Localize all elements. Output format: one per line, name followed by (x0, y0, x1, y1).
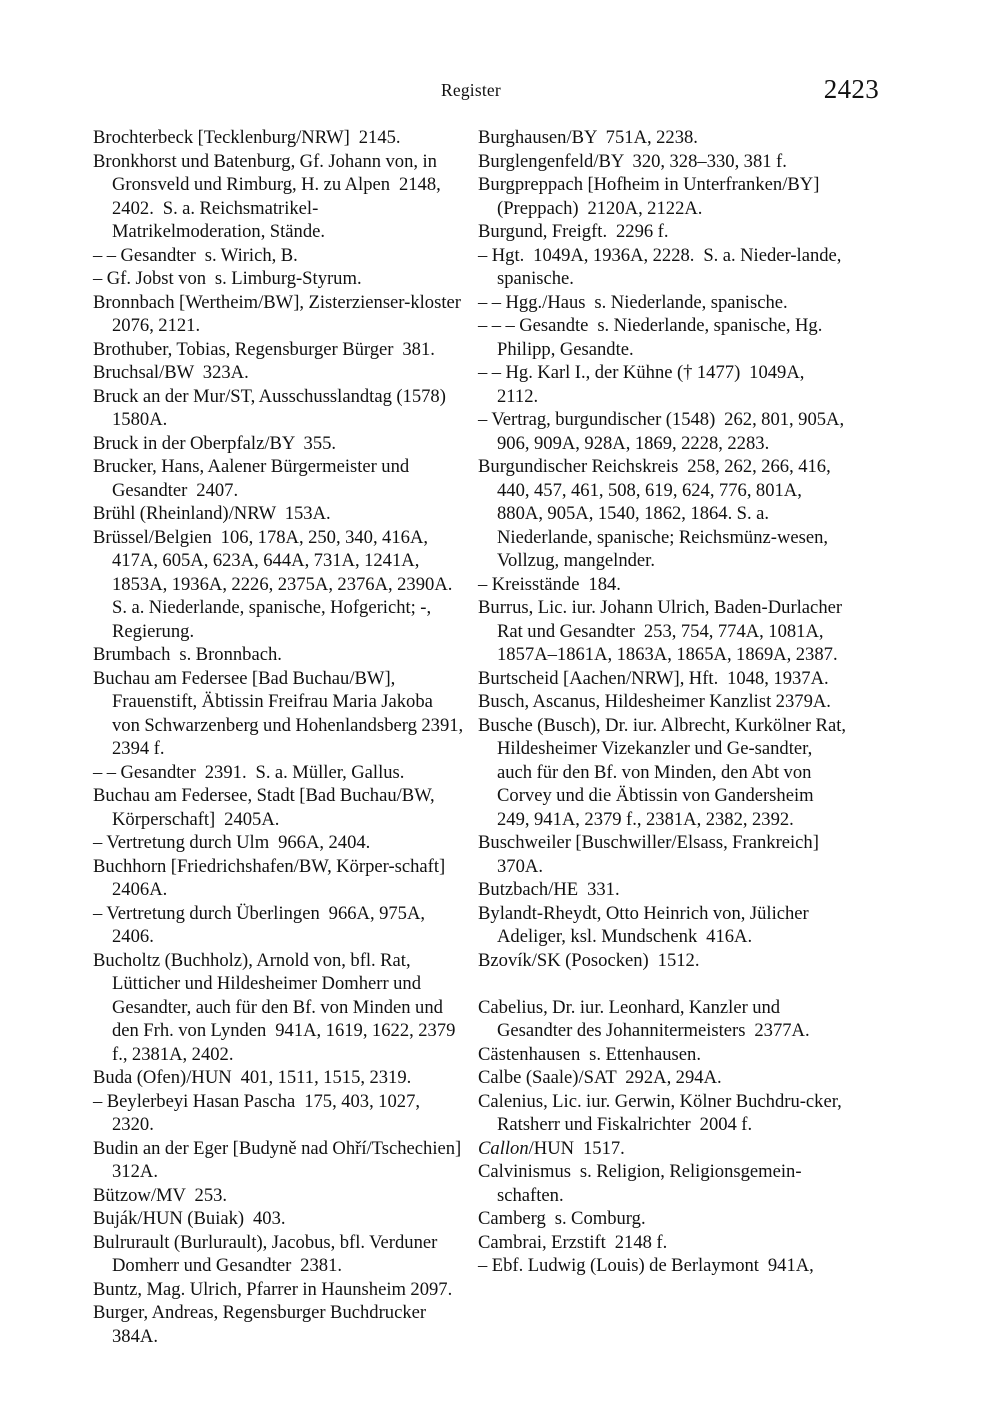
index-entry: Burger, Andreas, Regensburger Buchdrucker 384A. (93, 1302, 431, 1347)
index-entry: Busche (Busch), Dr. iur. Albrecht, Kurkölner Rat, Hildesheimer Vizekanzler und Ge-sandter, auch für den Bf. von Minden, den Abt von Corvey und die Äbtissin von Gandersheim 249, 941A, 2379 f., 2381A, 2382, 2392. (478, 714, 851, 830)
index-entry: Brucker, Hans, Aalener Bürgermeister und Gesandter 2407. (93, 456, 414, 501)
index-entry: – Ebf. Ludwig (Louis) de Berlaymont 941A, (478, 1255, 814, 1276)
running-head (93, 74, 879, 108)
index-entry: – – Hg. Karl I., der Kühne († 1477) 1049A, 2112. (478, 362, 809, 407)
index-entry: Busch, Ascanus, Hildesheimer Kanzlist 2379A. (478, 691, 831, 712)
index-entry: – Vertretung durch Überlingen 966A, 975A, 2406. (93, 902, 430, 947)
index-entry: Bronnbach [Wertheim/BW], Zisterzienser-kloster 2076, 2121. (93, 291, 470, 336)
index-entry: Buchau am Federsee, Stadt [Bad Buchau/BW, Körperschaft] 2405A. (93, 785, 440, 830)
index-entry: Burghausen/BY 751A, 2238. (478, 127, 698, 148)
index-entry: Buchhorn [Friedrichshafen/BW, Körper-schaft] 2406A. (93, 855, 455, 900)
index-entry: Bruck an der Mur/ST, Ausschusslandtag (1578) 1580A. (93, 385, 455, 430)
index-entry: Burgundischer Reichskreis 258, 262, 266, 416, 440, 457, 461, 508, 619, 624, 776, 801A, 880A, 905A, 1540, 1862, 1864. S. a. Niederlande, spanische; Reichsmünz-wesen, Vollzug, mangelnder. (478, 456, 836, 571)
index-entry: Calbe (Saale)/SAT 292A, 294A. (478, 1067, 722, 1088)
index-entry: Cambrai, Erzstift 2148 f. (478, 1231, 668, 1253)
index-entry: Burtscheid [Aachen/NRW], Hft. 1048, 1937A. (478, 667, 829, 689)
index-entry: Burglengenfeld/BY 320, 328–330, 381 f. (478, 150, 787, 172)
index-entry: Burgund, Freigft. 2296 f. (478, 221, 669, 242)
index-entry: – – Hgg./Haus s. Niederlande, spanische. (478, 291, 788, 313)
index-entry: Bzovík/SK (Posocken) 1512. (478, 949, 700, 971)
index-entry: Bulrurault (Burlurault), Jacobus, bfl. Verduner Domherr und Gesandter 2381. (93, 1231, 442, 1276)
index-entry: Buschweiler [Buschwiller/Elsass, Frankreich] 370A. (478, 832, 824, 877)
index-entry: Callon/HUN 1517. (478, 1137, 625, 1159)
index-entry: Calvinismus s. Religion, Religionsgemein-schaften. (478, 1161, 802, 1206)
section-break (478, 972, 850, 996)
index-entry: Brühl (Rheinland)/NRW 153A. (93, 503, 331, 524)
index-entry: Bruck in der Oberpfalz/BY 355. (93, 432, 337, 454)
index-entry: Buják/HUN (Buiak) 403. (93, 1208, 286, 1229)
index-entry: – Vertretung durch Ulm 966A, 2404. (93, 832, 371, 853)
index-entry: Buda (Ofen)/HUN 401, 1511, 1515, 2319. (93, 1067, 412, 1088)
index-entry: – Hgt. 1049A, 1936A, 2228. S. a. Nieder-lande, spanische. (478, 244, 846, 289)
index-entry: – – Gesandter 2391. S. a. Müller, Gallus. (93, 761, 405, 783)
index-entry: – Kreisstände 184. (478, 573, 621, 595)
index-entry: – Beylerbeyi Hasan Pascha 175, 403, 1027, 2320. (93, 1090, 425, 1135)
page-number: 2423 (823, 74, 879, 104)
index-entry: Bützow/MV 253. (93, 1184, 228, 1206)
index-column-left (93, 126, 471, 1348)
index-entry: Cästenhausen s. Ettenhausen. (478, 1043, 701, 1065)
index-entry: Buntz, Mag. Ulrich, Pfarrer in Haunsheim 2097. (93, 1278, 453, 1300)
index-entry: Brothuber, Tobias, Regensburger Bürger 381. (93, 338, 435, 360)
index-entry: Bruchsal/BW 323A. (93, 362, 249, 383)
index-entry: – – Gesandter s. Wirich, B. (93, 244, 298, 266)
index-entry: Burrus, Lic. iur. Johann Ulrich, Baden-Durlacher Rat und Gesandter 253, 754, 774A, 1081A, 1857A–1861A, 1863A, 1865A, 1869A, 2387. (478, 597, 847, 665)
index-entry: – Gf. Jobst von s. Limburg-Styrum. (93, 268, 362, 289)
index-entry: Calenius, Lic. iur. Gerwin, Kölner Buchdru-cker, Ratsherr und Fiskalrichter 2004 f. (478, 1090, 847, 1135)
index-entry: Brumbach s. Bronnbach. (93, 644, 282, 665)
index-entry: Bylandt-Rheydt, Otto Heinrich von, Jülicher Adeliger, ksl. Mundschenk 416A. (478, 902, 813, 947)
index-entry: Bucholtz (Buchholz), Arnold von, bfl. Rat, Lütticher und Hildesheimer Domherr und Gesandter, auch für den Bf. von Minden und den Frh. von Lynden 941A, 1619, 1622, 2379 f., 2381A, 2402. (93, 949, 460, 1065)
index-entry: Buchau am Federsee [Bad Buchau/BW], Frauenstift, Äbtissin Freifrau Maria Jakoba von Schwarzenberg und Hohenlandsberg 2391, 2394 f. (93, 667, 468, 759)
index-column-right (478, 126, 850, 1278)
index-entry: Butzbach/HE 331. (478, 879, 620, 900)
italic-headword: Callon (478, 1137, 529, 1159)
index-entry: Burgpreppach [Hofheim in Unterfranken/BY] (Preppach) 2120A, 2122A. (478, 174, 824, 219)
index-entry: Brochterbeck [Tecklenburg/NRW] 2145. (93, 127, 401, 148)
index-columns (93, 126, 879, 1347)
index-entry: Budin an der Eger [Budyně nad Ohří/Tschechien] 312A. (93, 1137, 471, 1182)
running-title: Register (441, 80, 501, 100)
index-entry: – – – Gesandte s. Niederlande, spanische, Hg. Philipp, Gesandte. (478, 315, 827, 360)
index-entry: Bronkhorst und Batenburg, Gf. Johann von, in Gronsveld und Rimburg, H. zu Alpen 2148, 2402. S. a. Reichsmatrikel-Matrikelmoderation, Stände. (93, 150, 446, 242)
index-entry: Camberg s. Comburg. (478, 1208, 646, 1229)
index-entry: Cabelius, Dr. iur. Leonhard, Kanzler und Gesandter des Johannitermeisters 2377A. (478, 996, 810, 1041)
index-entry: – Vertrag, burgundischer (1548) 262, 801, 905A, 906, 909A, 928A, 1869, 2228, 2283. (478, 409, 849, 454)
index-entry: Brüssel/Belgien 106, 178A, 250, 340, 416A, 417A, 605A, 623A, 644A, 731A, 1241A, 1853A, 1936A, 2226, 2375A, 2376A, 2390A. S. a. Niederlande, spanische, Hofgericht; -, Regierung. (93, 526, 462, 642)
